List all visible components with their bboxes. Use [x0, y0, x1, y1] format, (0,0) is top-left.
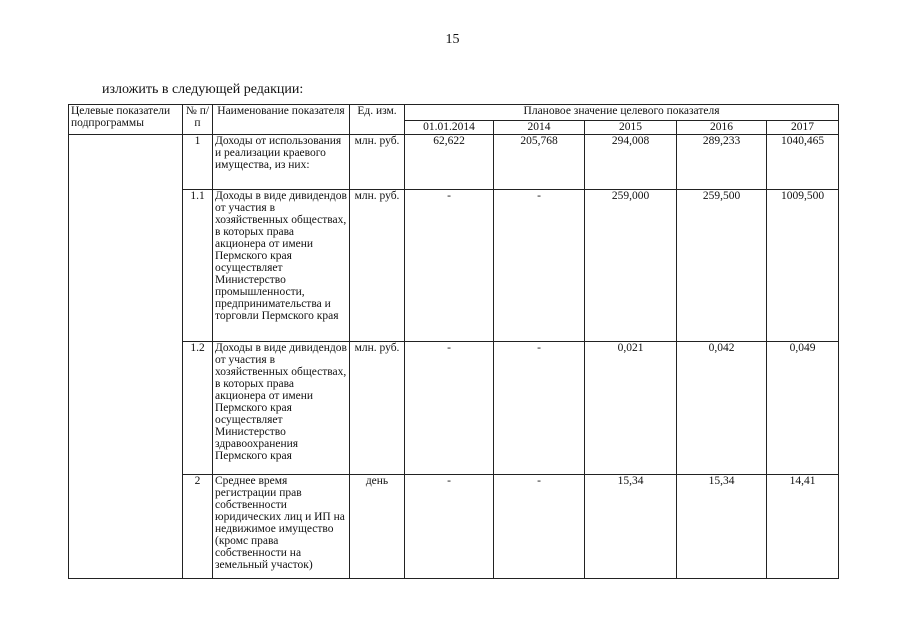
header-year: 2017	[767, 121, 839, 135]
table-row	[69, 475, 839, 579]
header-name: Наименование показателя	[213, 105, 350, 135]
row-num: 2	[183, 475, 213, 579]
header-year: 2014	[494, 121, 585, 135]
header-num: № п/п	[183, 105, 213, 135]
row-value: 1040,465	[767, 135, 839, 190]
row-unit: млн. руб.	[350, 190, 405, 342]
row-value: 62,622	[405, 135, 494, 190]
row-name: Доходы в виде дивидендов от участия в хозяйственных обществах, в которых права акционера от имени Пермского края осуществляет Министерство промышленности, предпринимательства и торговли Пермского края	[213, 190, 350, 342]
row-value: -	[494, 475, 585, 579]
table-row	[69, 135, 839, 190]
table-row	[69, 190, 839, 342]
row-value: -	[405, 475, 494, 579]
row-value: 289,233	[677, 135, 767, 190]
row-unit: день	[350, 475, 405, 579]
row-name: Доходы от использования и реализации краевого имущества, из них:	[213, 135, 350, 190]
row-value: 259,000	[585, 190, 677, 342]
row-value: 259,500	[677, 190, 767, 342]
row-value: 0,042	[677, 342, 767, 475]
row-value: 1009,500	[767, 190, 839, 342]
target-indicators-table	[68, 104, 839, 579]
targets-cell	[69, 135, 183, 579]
row-value: 15,34	[585, 475, 677, 579]
header-year: 01.01.2014	[405, 121, 494, 135]
header-row-1	[69, 105, 839, 121]
row-unit: млн. руб.	[350, 135, 405, 190]
header-year: 2015	[585, 121, 677, 135]
row-value: 0,021	[585, 342, 677, 475]
row-unit: млн. руб.	[350, 342, 405, 475]
header-unit: Ед. изм.	[350, 105, 405, 135]
header-plan: Плановое значение целевого показателя	[405, 105, 839, 121]
row-num: 1	[183, 135, 213, 190]
row-num: 1.2	[183, 342, 213, 475]
row-value: -	[405, 190, 494, 342]
row-value: -	[405, 342, 494, 475]
table-row	[69, 342, 839, 475]
header-year: 2016	[677, 121, 767, 135]
row-value: 0,049	[767, 342, 839, 475]
header-targets: Целевые показатели подпрограммы	[69, 105, 183, 135]
row-name: Доходы в виде дивидендов от участия в хозяйственных обществах, в которых права акционера от имени Пермского края осуществляет Министерство здравоохранения Пермского края	[213, 342, 350, 475]
row-value: -	[494, 190, 585, 342]
row-num: 1.1	[183, 190, 213, 342]
row-value: 205,768	[494, 135, 585, 190]
row-value: 14,41	[767, 475, 839, 579]
row-value: 294,008	[585, 135, 677, 190]
row-value: 15,34	[677, 475, 767, 579]
row-value: -	[494, 342, 585, 475]
page-number: 15	[445, 32, 460, 47]
intro-text: изложить в следующей редакции:	[102, 82, 304, 97]
row-name: Среднее время регистрации прав собственности юридических лиц и ИП на недвижимое имущество (кромс права собственности на земельный участок)	[213, 475, 350, 579]
